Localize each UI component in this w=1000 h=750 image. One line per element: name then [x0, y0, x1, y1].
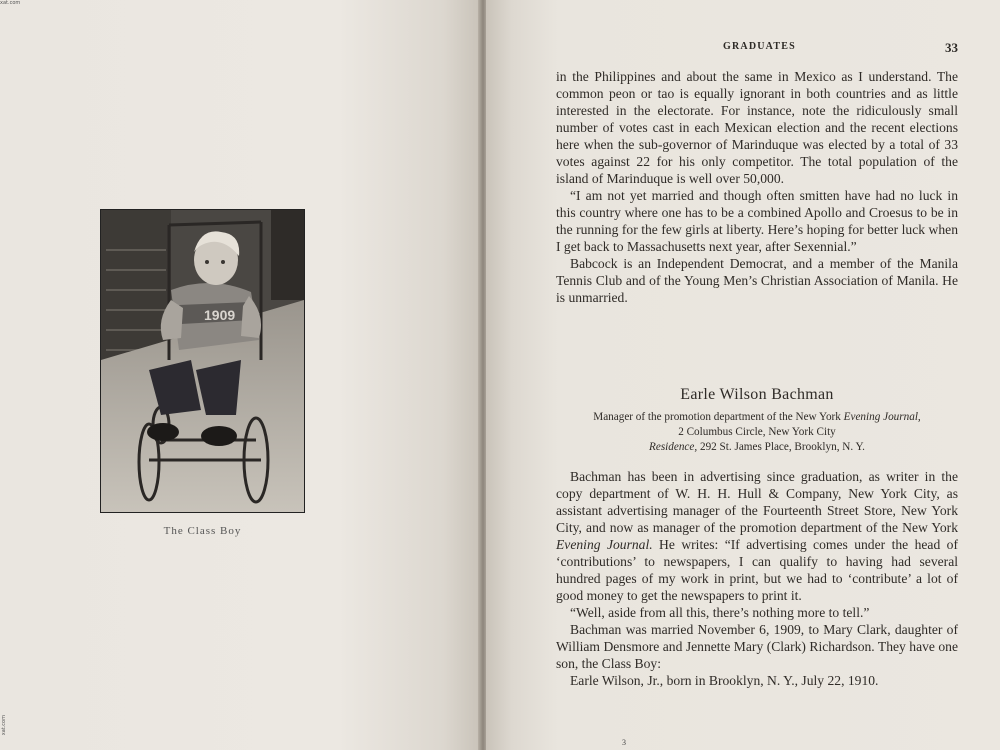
- bachman-paragraph: [556, 468, 958, 604]
- page-number: 33: [945, 40, 958, 55]
- residence-line: [536, 440, 978, 454]
- residence-label: Residence,: [649, 441, 698, 453]
- right-page: [486, 0, 1000, 750]
- bachman-text-b: He writes: “If advertising comes under the head of ‘contributions’ to newspapers, I can qualify to having had several hundred pages of my work in print, but we had to ‘contribute’ a lot of good money to get the newspapers to print it.: [556, 537, 958, 603]
- watermark: xat.com: [0, 0, 21, 6]
- residence-value: 292 St. James Place, Brooklyn, N. Y.: [697, 441, 865, 453]
- shirt-lettering: 1909: [204, 307, 236, 323]
- position-line-2: 2 Columbus Circle, New York City: [678, 426, 836, 438]
- position-italic: Evening Journal,: [843, 411, 921, 423]
- watermark-vertical: xat.com: [1, 715, 7, 736]
- left-page: [0, 0, 482, 750]
- position-text: Manager of the promotion department of the New York: [593, 411, 844, 423]
- quote-paragraph: “I am not yet married and though often smitten have had no luck in this country where one has to be a combined Apollo and Croesus to be in the running for the few girls at liberty. Here’s hoping for better luck when I get back to Massachusetts next year, after Sexennial.”: [556, 188, 958, 254]
- position-line-1: [536, 410, 978, 424]
- class-boy-photo: [100, 209, 305, 513]
- bachman-italic: Evening Journal.: [556, 537, 653, 552]
- babcock-paragraph: Babcock is an Independent Democrat, and a member of the Manila Tennis Club and of the Young Men’s Christian Association of Manila. He is unmarried.: [556, 256, 958, 305]
- continuation-paragraph: in the Philippines and about the same in Mexico as I understand. The common peon or tao is equally ignorant in both countries and as little interested in the electorate. For instance, note the ridiculously small number of votes cast in each Mexican election and the recent elections here when the sub-governor of Marinduque was elected by a total of 33 votes against 22 for his only competitor. The total population of the island of Marinduque is well over 50,000.: [556, 69, 958, 186]
- running-title: GRADUATES: [723, 41, 796, 52]
- upper-text-block: [556, 68, 958, 306]
- entry-name: Earle Wilson Bachman: [680, 386, 834, 403]
- photo-caption: The Class Boy: [163, 525, 242, 537]
- married-paragraph: Bachman was married November 6, 1909, to Mary Clark, daughter of William Densmore and Jennette Mary (Clark) Richardson. They have one son, the Class Boy:: [556, 622, 958, 671]
- folio-mark: 3: [622, 738, 626, 747]
- lower-text-block: [556, 468, 958, 689]
- well-paragraph: “Well, aside from all this, there’s nothing more to tell.”: [570, 605, 870, 620]
- bachman-text-a: Bachman has been in advertising since graduation, as writer in the copy department of W. H. H. Hull & Company, New York City, as assistant advertising manager of the Fourteenth Street Store, New York City, and now as manager of the promotion department of the New York: [556, 469, 958, 535]
- son-line: Earle Wilson, Jr., born in Brooklyn, N. Y., July 22, 1910.: [570, 673, 879, 688]
